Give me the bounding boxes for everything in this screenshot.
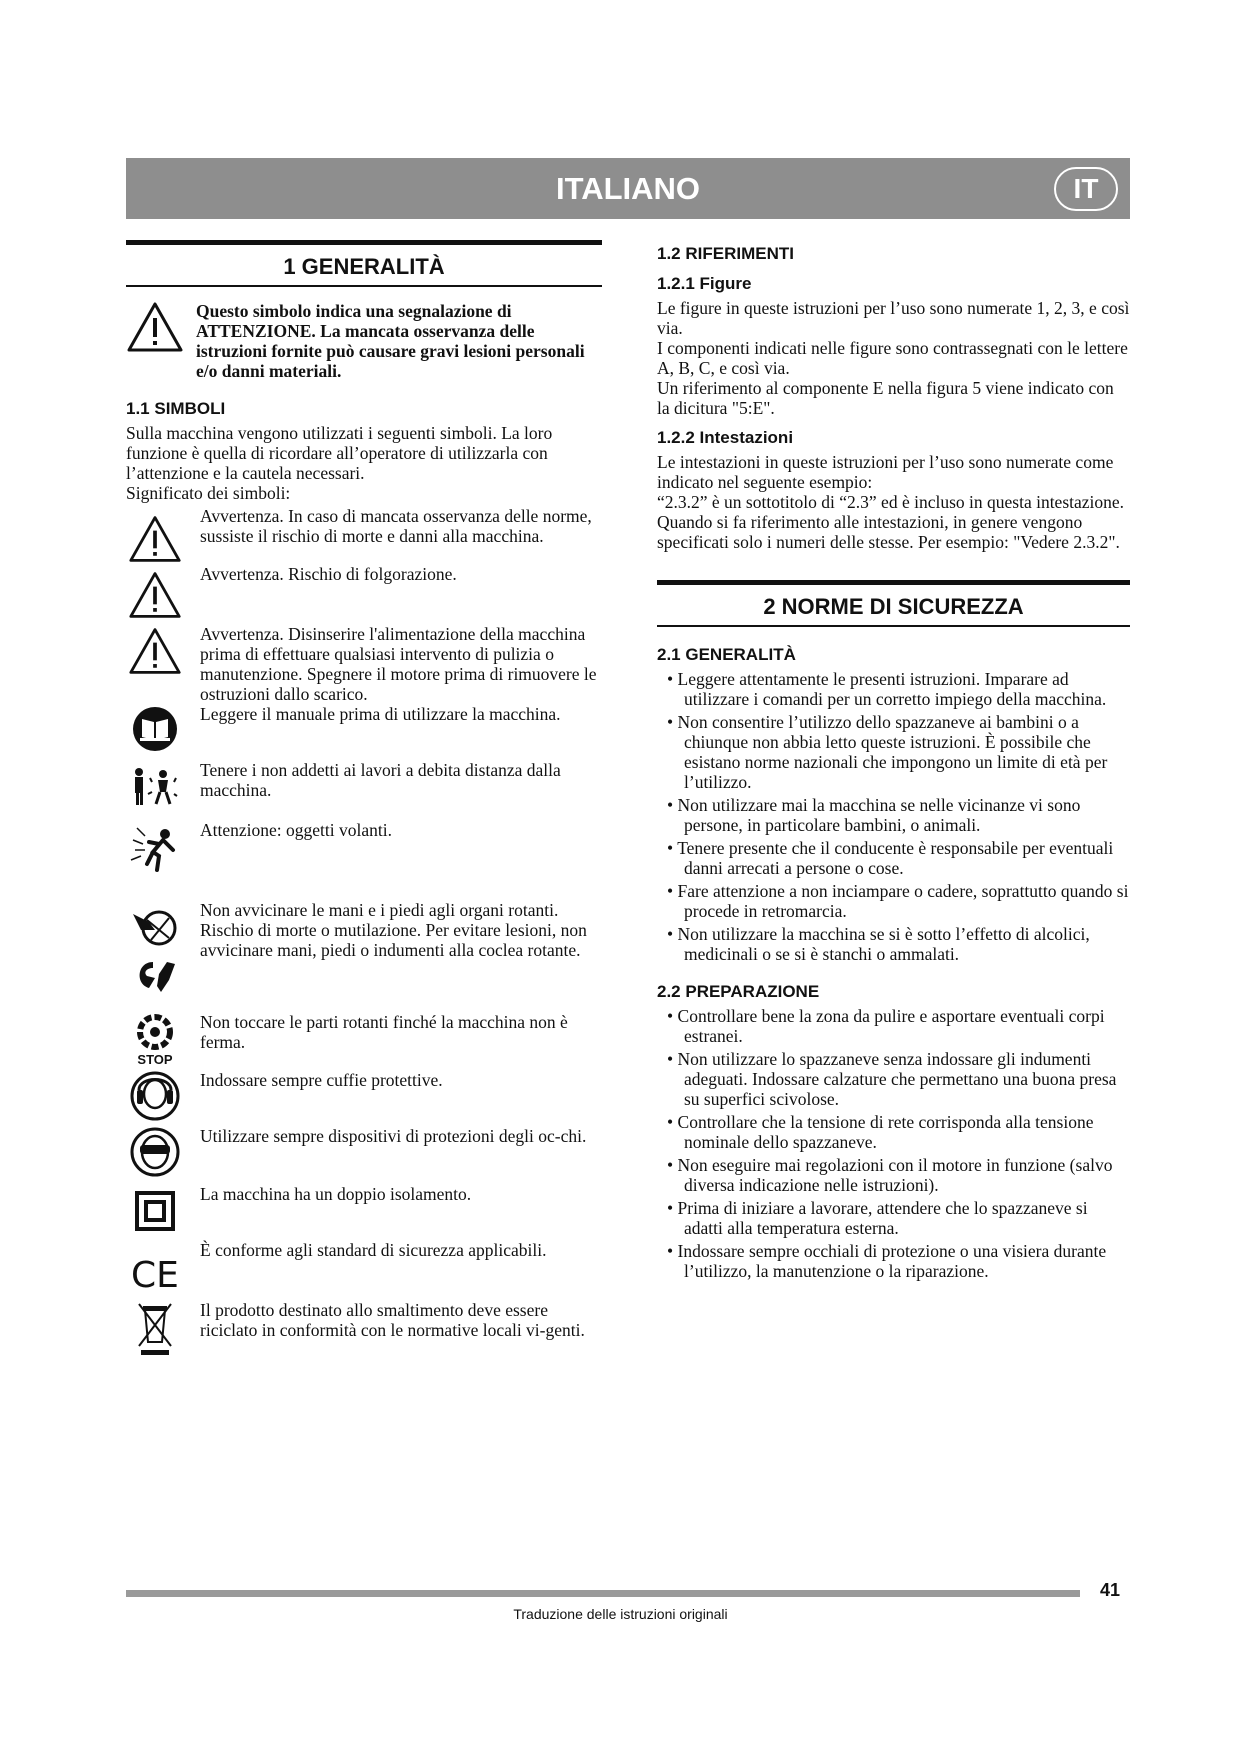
symbol-description: Non avvicinare le mani e i piedi agli organi rotanti. Rischio di morte o mutilazione. Per evitare lesioni, non avvicinare mani, piedi o indumenti alla coclea rotante. bbox=[200, 900, 587, 960]
list-item: • Indossare sempre occhiali di protezione o una visiera durante l’utilizzo, la manutenzione o la riparazione. bbox=[667, 1241, 1107, 1281]
attention-notice-text: Questo simbolo indica una segnalazione di ATTENZIONE. La mancata osservanza delle istruzioni fornite può causare gravi lesioni personali e/o danni materiali. bbox=[196, 301, 585, 381]
symbol-description: Avvertenza. Rischio di folgorazione. bbox=[200, 564, 457, 584]
symbol-row bbox=[126, 820, 602, 900]
symbol-description: Avvertenza. In caso di mancata osservanza delle norme, sussiste il rischio di morte e danni alla macchina. bbox=[200, 506, 592, 546]
symbol-description: La macchina ha un doppio isolamento. bbox=[200, 1184, 472, 1204]
symbol-row bbox=[126, 624, 602, 704]
symbols-list bbox=[126, 506, 602, 1370]
symbol-description: Non toccare le parti rotanti finché la macchina non è ferma. bbox=[200, 1012, 568, 1052]
flying-objects-icon bbox=[129, 820, 181, 876]
symbol-row bbox=[126, 1126, 602, 1184]
warning-triangle-icon bbox=[126, 301, 184, 353]
stop-rotating-icon bbox=[129, 1012, 181, 1066]
section-2-title: 2 NORME DI SICUREZZA bbox=[657, 580, 1130, 627]
symbol-description: Il prodotto destinato allo smaltimento deve essere riciclato in conformità con le normative locali vi-genti. bbox=[200, 1300, 585, 1340]
symbol-description: Avvertenza. Disinserire l'alimentazione della macchina prima di effettuare qualsiasi intervento di pulizia o manutenzione. Spegnere il motore prima di rimuovere le ostruzioni dallo scarico. bbox=[200, 624, 597, 704]
symbol-row bbox=[126, 1012, 602, 1070]
attention-notice bbox=[126, 301, 602, 381]
figures-paragraph-2: I componenti indicati nelle figure sono contrassegnati con le lettere A, B, C, e così via. bbox=[657, 338, 1128, 378]
read-manual-icon bbox=[130, 704, 180, 754]
footer-caption: Traduzione delle istruzioni originali bbox=[513, 1606, 728, 1622]
double-insulation-icon bbox=[134, 1190, 176, 1232]
symbol-row bbox=[126, 564, 602, 624]
symbol-row bbox=[126, 704, 602, 760]
figures-paragraph-1: Le figure in queste istruzioni per l’uso sono numerate 1, 2, 3, e così via. bbox=[657, 298, 1130, 338]
symbols-intro: Sulla macchina vengono utilizzati i seguenti simboli. La loro funzione è quella di ricordare all’operatore di utilizzarla con l’attenzione e la cautela necessari. bbox=[126, 423, 553, 483]
symbols-heading: 1.1 SIMBOLI bbox=[126, 399, 226, 418]
ce-mark-icon bbox=[130, 1254, 180, 1294]
symbol-row bbox=[126, 900, 602, 1012]
list-item: • Non utilizzare lo spazzaneve senza indossare gli indumenti adeguati. Indossare calzature che permettano una buona presa su superfici scivolose. bbox=[667, 1049, 1117, 1109]
headings-subheading: 1.2.2 Intestazioni bbox=[657, 428, 794, 447]
banner-title: ITALIANO bbox=[555, 171, 701, 206]
symbol-description: È conforme agli standard di sicurezza applicabili. bbox=[200, 1240, 547, 1260]
references-heading: 1.2 RIFERIMENTI bbox=[657, 244, 794, 263]
preparation-heading: 2.2 PREPARAZIONE bbox=[657, 982, 820, 1001]
weee-bin-icon bbox=[135, 1300, 175, 1356]
list-item: • Prima di iniziare a lavorare, attendere che lo spazzaneve si adatti alla temperatura esterna. bbox=[667, 1198, 1088, 1238]
symbol-description: Utilizzare sempre dispositivi di protezioni degli oc-chi. bbox=[200, 1126, 587, 1146]
rotating-parts-hazard-icon bbox=[129, 900, 181, 1006]
symbol-row bbox=[126, 1300, 602, 1370]
headings-paragraph-1: Le intestazioni in queste istruzioni per l’uso sono numerate come indicato nel seguente esempio: bbox=[657, 452, 1114, 492]
ce-mark-text: CE bbox=[131, 1255, 179, 1294]
page-number: 41 bbox=[1100, 1580, 1121, 1600]
section-1-title: 1 GENERALITÀ bbox=[126, 240, 602, 287]
symbol-row bbox=[126, 1070, 602, 1126]
symbols-meaning-label: Significato dei simboli: bbox=[126, 483, 291, 503]
right-column bbox=[657, 244, 1130, 1284]
symbol-description: Tenere i non addetti ai lavori a debita distanza dalla macchina. bbox=[200, 760, 561, 800]
figures-paragraph-3: Un riferimento al componente E nella figura 5 viene indicato con la dicitura "5:E". bbox=[657, 378, 1114, 418]
symbol-row bbox=[126, 1240, 602, 1300]
list-item: • Leggere attentamente le presenti istruzioni. Imparare ad utilizzare i comandi per un corretto impiego della macchina. bbox=[667, 669, 1107, 709]
headings-paragraph-2: “2.3.2” è un sottotitolo di “2.3” ed è incluso in questa intestazione. bbox=[657, 492, 1125, 512]
symbol-description: Indossare sempre cuffie protettive. bbox=[200, 1070, 443, 1090]
symbol-row bbox=[126, 506, 602, 564]
language-banner bbox=[126, 158, 1130, 219]
stop-label: STOP bbox=[137, 1052, 173, 1066]
list-item: • Non consentire l’utilizzo dello spazzaneve ai bambini o a chiunque non abbia letto queste istruzioni. È possibile che esistano norme nazionali che impongono un limite di età per l’utilizzo. bbox=[667, 712, 1108, 792]
list-item: • Controllare che la tensione di rete corrisponda alla tensione nominale dello spazzaneve. bbox=[667, 1112, 1094, 1152]
ear-protection-icon bbox=[129, 1070, 181, 1122]
general-heading: 2.1 GENERALITÀ bbox=[657, 645, 796, 664]
symbol-description: Attenzione: oggetti volanti. bbox=[200, 820, 392, 840]
list-item: • Controllare bene la zona da pulire e asportare eventuali corpi estranei. bbox=[667, 1006, 1105, 1046]
warning-triangle-icon bbox=[128, 514, 182, 564]
list-item: • Non utilizzare la macchina se si è sotto l’effetto di alcolici, medicinali o se si è stanchi o ammalati. bbox=[667, 924, 1090, 964]
left-column bbox=[126, 240, 602, 1370]
symbol-row bbox=[126, 760, 602, 820]
footer-bar bbox=[126, 1590, 1080, 1597]
list-item: • Non utilizzare mai la macchina se nelle vicinanze vi sono persone, in particolare bambini, o animali. bbox=[667, 795, 1081, 835]
eye-protection-icon bbox=[129, 1126, 181, 1178]
language-code-badge: IT bbox=[1054, 167, 1118, 211]
list-item: • Non eseguire mai regolazioni con il motore in funzione (salvo diversa indicazione nelle istruzioni). bbox=[667, 1155, 1113, 1195]
figures-subheading: 1.2.1 Figure bbox=[657, 274, 752, 293]
list-item: • Tenere presente che il conducente è responsabile per eventuali danni arrecati a persone o cose. bbox=[667, 838, 1114, 878]
preparation-list bbox=[657, 1006, 1130, 1281]
general-list bbox=[657, 669, 1130, 964]
symbol-row bbox=[126, 1184, 602, 1240]
headings-paragraph-3: Quando si fa riferimento alle intestazioni, in genere vengono specificati solo i numeri delle stesse. Per esempio: "Vedere 2.3.2". bbox=[657, 512, 1120, 552]
list-item: • Fare attenzione a non inciampare o cadere, soprattutto quando si procede in retromarcia. bbox=[667, 881, 1129, 921]
warning-triangle-icon bbox=[128, 626, 182, 676]
bystanders-distance-icon bbox=[130, 764, 180, 808]
warning-triangle-icon bbox=[128, 570, 182, 620]
symbol-description: Leggere il manuale prima di utilizzare la macchina. bbox=[200, 704, 561, 724]
